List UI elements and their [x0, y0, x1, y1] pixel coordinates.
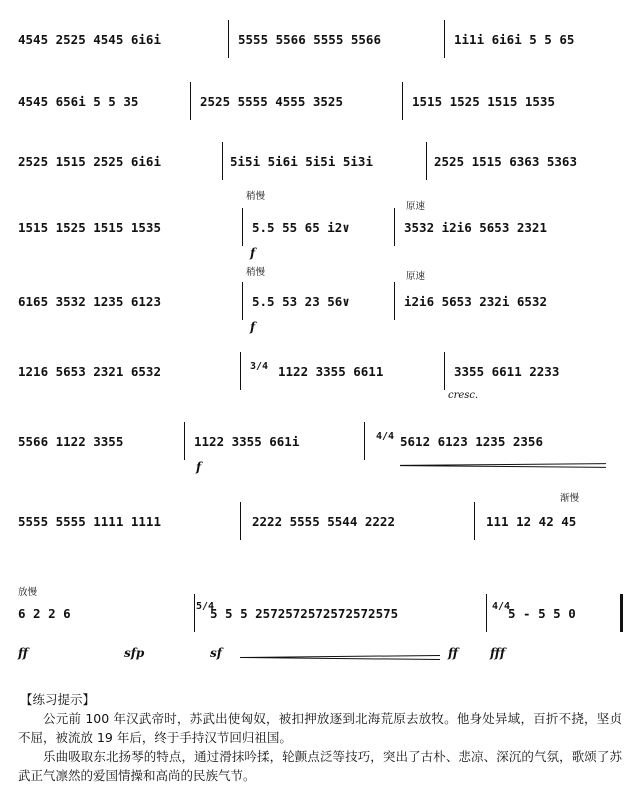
measure-group: 5566 1122 3355 [18, 434, 124, 449]
dynamic-marking: f [250, 320, 256, 334]
tempo-marking: 原速 [406, 201, 426, 212]
dynamic-marking: f [196, 460, 202, 474]
measure-group: 1216 5653 2321 6532 [18, 364, 161, 379]
crescendo-hairpin [400, 465, 606, 468]
measure-group: 1122 3355 661i [194, 434, 300, 449]
time-signature: 3/4 [250, 361, 269, 372]
measure-group: 5612 6123 1235 2356 [400, 434, 543, 449]
time-signature: 4/4 [376, 431, 395, 442]
measure-group: 1515 1525 1515 1535 [412, 94, 555, 109]
score-row-8 [14, 490, 628, 574]
tempo-marking: 原速 [406, 271, 426, 282]
tempo-marking: 稍慢 [246, 191, 266, 202]
tempo-marking: 放慢 [18, 587, 38, 598]
measure-group: 5 5 5 2572572572572572575 [210, 606, 399, 621]
staff-line [14, 294, 628, 316]
measure-group: 5i5i 5i6i 5i5i 5i3i [230, 154, 373, 169]
measure-group: 4545 656i 5 5 35 [18, 94, 139, 109]
score-row-7 [14, 410, 628, 494]
measure-group: 1i1i 6i6i 5 5 65 [454, 32, 575, 47]
measure-group: 6 2 2 6 [18, 606, 71, 621]
measure-group: i2i6 5653 232i 6532 [404, 294, 547, 309]
notes-title: 【练习提示】 [20, 692, 96, 707]
measure-group: 2525 1515 2525 6i6i [18, 154, 161, 169]
score-row-9 [14, 582, 628, 666]
measure-group: 2525 5555 4555 3525 [200, 94, 343, 109]
measure-group: 5555 5555 1111 1111 [18, 514, 161, 529]
measure-group: 4545 2525 4545 6i6i [18, 32, 161, 47]
notes-paragraph: 乐曲吸取东北扬琴的特点，通过滑抹吟揉，轮颤点泛等技巧，突出了古朴、悲凉、深沉的气氛，歌颂了苏武正气凛然的爱国情操和高尚的民族气节。 [18, 749, 622, 783]
measure-group: 3532 i2i6 5653 2321 [404, 220, 547, 235]
measure-group: 2222 5555 5544 2222 [252, 514, 395, 529]
staff-line [14, 220, 628, 242]
tempo-marking: 渐慢 [560, 493, 580, 504]
measure-group: 5.5 53 23 56∨ [252, 294, 350, 309]
dynamic-marking: f [250, 246, 256, 260]
dynamic-marking: ff [18, 646, 28, 660]
dynamic-marking: ff [448, 646, 458, 660]
crescendo-hairpin [240, 657, 440, 660]
practice-notes [0, 690, 640, 785]
measure-group: 5.5 55 65 i2∨ [252, 220, 350, 235]
time-signature: 4/4 [492, 601, 511, 612]
staff-line [14, 514, 628, 536]
staff-line [14, 431, 628, 456]
measure-group: 5 - 5 5 0 [508, 606, 576, 621]
measure-group: 1122 3355 6611 [278, 364, 384, 379]
staff-line [14, 154, 628, 176]
score-row-4 [14, 191, 628, 280]
staff-line [14, 32, 628, 54]
measure-group: 1515 1525 1515 1535 [18, 220, 161, 235]
notes-paragraph: 公元前 100 年汉武帝时，苏武出使匈奴，被扣押放逐到北海荒原去放牧。他身处异域，百折不挠，坚贞不屈，被流放 19 年后，终于手持汉节回归祖国。 [18, 711, 622, 745]
staff-line [14, 94, 628, 116]
staff-line [14, 606, 628, 628]
measure-group: 5555 5566 5555 5566 [238, 32, 381, 47]
measure-group: 111 12 42 45 [486, 514, 577, 529]
crescendo-marking: cresc. [448, 390, 479, 401]
measure-group: 6165 3532 1235 6123 [18, 294, 161, 309]
dynamic-marking: sfp [124, 646, 145, 660]
measure-group: 3355 6611 2233 [454, 364, 560, 379]
measure-group: 2525 1515 6363 5363 [434, 154, 577, 169]
time-signature: 5/4 [196, 601, 215, 612]
dynamic-marking: fff [490, 646, 506, 660]
tempo-marking: 稍慢 [246, 267, 266, 278]
staff-line [14, 361, 628, 386]
dynamic-marking: sf [210, 646, 222, 660]
